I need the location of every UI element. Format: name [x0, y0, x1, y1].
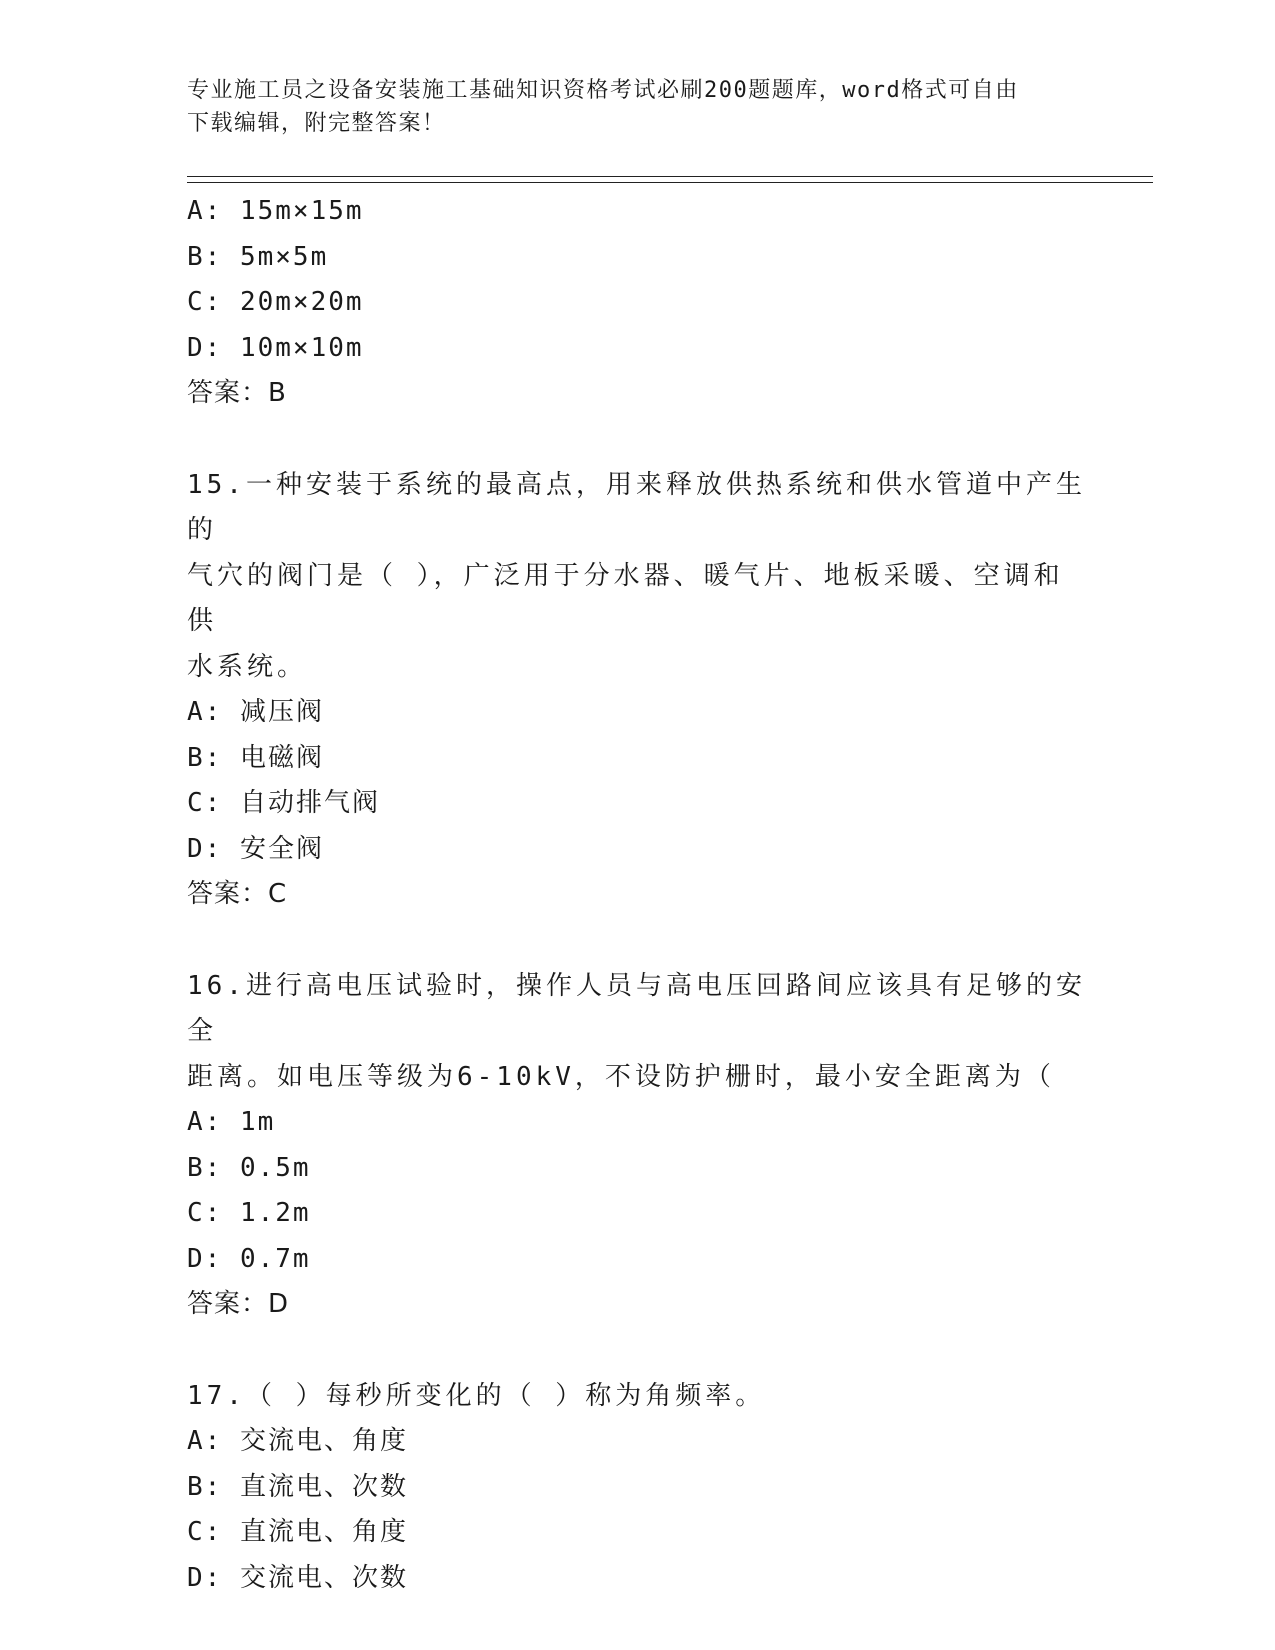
option-d: D: 10m×10m [187, 332, 364, 363]
question-stem-line: 15.一种安装于系统的最高点，用来释放供热系统和供水管道中产生的 [187, 469, 1086, 545]
question-stem-line: 16.进行高电压试验时，操作人员与高电压回路间应该具有足够的安全 [187, 970, 1086, 1046]
header-divider-bottom [187, 182, 1153, 183]
option-d: D: 安全阀 [187, 833, 324, 864]
document-body [187, 189, 1087, 1601]
question-15 [187, 463, 1087, 918]
option-c: C: 20m×20m [187, 287, 364, 317]
option-c: C: 直流电、角度 [187, 1517, 408, 1547]
question-16 [187, 964, 1087, 1328]
spacer [187, 1328, 1087, 1374]
question-stem-line: 水系统。 [187, 651, 308, 682]
document-header [187, 74, 1087, 140]
option-a: A: 减压阀 [187, 697, 324, 727]
option-c: C: 自动排气阀 [187, 788, 380, 818]
header-divider-top [187, 176, 1153, 177]
option-a: A: 交流电、角度 [187, 1426, 408, 1456]
option-b: B: 5m×5m [187, 241, 329, 272]
question-stem-line: 气穴的阀门是（ ），广泛用于分水器、暖气片、地板采暖、空调和供 [187, 560, 1064, 636]
option-a: A: 1m [187, 1107, 276, 1137]
answer-label: 答案：C [187, 879, 288, 909]
question-14-continued [187, 189, 1087, 417]
question-stem-line: 距离。如电压等级为6-10kV，不设防护栅时，最小安全距离为（ [187, 1061, 1055, 1092]
spacer [187, 417, 1087, 463]
answer-label: 答案：B [187, 378, 287, 408]
option-b: B: 电磁阀 [187, 742, 324, 773]
header-line-2: 下载编辑，附完整答案！ [187, 111, 446, 136]
spacer [187, 918, 1087, 964]
header-line-1: 专业施工员之设备安装施工基础知识资格考试必刷200题题库，word格式可自由 [187, 78, 1019, 103]
question-stem-line: 17.（ ）每秒所变化的（ ）称为角频率。 [187, 1380, 766, 1411]
option-b: B: 0.5m [187, 1152, 311, 1183]
option-d: D: 0.7m [187, 1243, 311, 1274]
option-c: C: 1.2m [187, 1198, 311, 1228]
option-a: A: 15m×15m [187, 196, 364, 226]
option-b: B: 直流电、次数 [187, 1471, 408, 1502]
answer-label: 答案：D [187, 1289, 290, 1319]
option-d: D: 交流电、次数 [187, 1562, 408, 1593]
question-17 [187, 1374, 1087, 1602]
